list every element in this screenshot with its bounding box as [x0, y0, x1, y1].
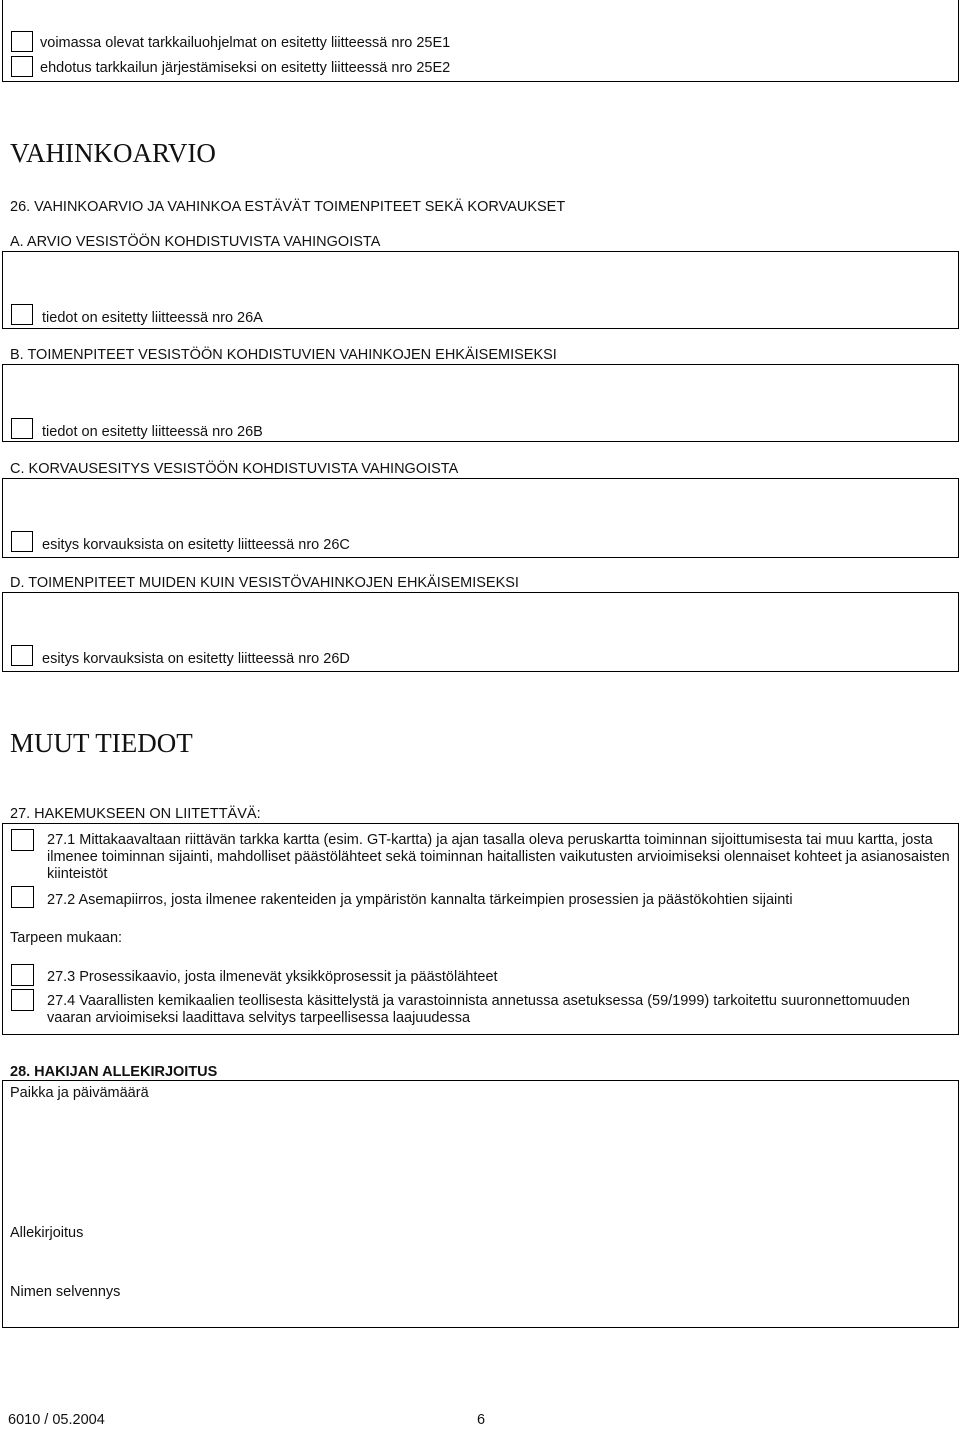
checkbox-26b[interactable]	[11, 418, 33, 439]
checkbox-26a[interactable]	[11, 304, 33, 325]
checkbox-27-1[interactable]	[11, 829, 34, 851]
item-26c-label: esitys korvauksista on esitetty liitteessä nro 26C	[42, 537, 350, 553]
section-26-heading: 26. VAHINKOARVIO JA VAHINKOA ESTÄVÄT TOIMENPITEET SEKÄ KORVAUKSET	[10, 199, 566, 215]
checkbox-25e1[interactable]	[11, 31, 33, 52]
item-27-2-text: 27.2 Asemapiirros, josta ilmenee rakenteiden ja ympäristön kannalta tärkeimpien prosessien ja päästökohtien sijainti	[47, 892, 793, 908]
checkbox-27-3[interactable]	[11, 964, 34, 986]
item-26a-label: tiedot on esitetty liitteessä nro 26A	[42, 310, 263, 326]
signature-label: Allekirjoitus	[10, 1225, 84, 1241]
section-b-heading: B. TOIMENPITEET VESISTÖÖN KOHDISTUVIEN VAHINKOJEN EHKÄISEMISEKSI	[10, 347, 557, 363]
tarpeen-mukaan-label: Tarpeen mukaan:	[10, 930, 123, 946]
checkbox-27-2[interactable]	[11, 886, 34, 908]
checkbox-26d[interactable]	[11, 645, 33, 666]
form-code: 6010 / 05.2004	[8, 1412, 105, 1428]
vahinkoarvio-heading: VAHINKOARVIO	[10, 138, 216, 168]
section-28-heading: 28. HAKIJAN ALLEKIRJOITUS	[10, 1064, 218, 1080]
item-26d-label: esitys korvauksista on esitetty liitteessä nro 26D	[42, 651, 350, 667]
item-27-4-text: 27.4 Vaarallisten kemikaalien teollisesta käsittelystä ja varastoinnista annetussa asetuksessa (59/1999) tarkoitettu suuronnettomuuden vaaran arvioimiseksi laadittava selvitys tarpeellisessa laajuudessa	[47, 993, 910, 1026]
checkbox-25e2[interactable]	[11, 56, 33, 77]
checkbox-26c[interactable]	[11, 531, 33, 552]
section-27-heading: 27. HAKEMUKSEEN ON LIITETTÄVÄ:	[10, 806, 261, 822]
name-clarification-label: Nimen selvennys	[10, 1284, 121, 1300]
place-date-label: Paikka ja päivämäärä	[10, 1085, 149, 1101]
muut-tiedot-heading: MUUT TIEDOT	[10, 728, 193, 758]
item-27-1-text: 27.1 Mittakaavaltaan riittävän tarkka kartta (esim. GT-kartta) ja ajan tasalla oleva peruskartta toiminnan sijoittumisesta tai muu kartta, josta ilmenee toiminnan sijainti, mahdolliset päästölähteet sekä toiminnan haitallisten vaikutusten arvioimiseksi olennaiset kohteet ja asianosaisten kiinteistöt	[47, 832, 950, 882]
item-27-3-text: 27.3 Prosessikaavio, josta ilmenevät yksikköprosessit ja päästölähteet	[47, 969, 498, 985]
section-d-heading: D. TOIMENPITEET MUIDEN KUIN VESISTÖVAHINKOJEN EHKÄISEMISEKSI	[10, 575, 519, 591]
section-c-heading: C. KORVAUSESITYS VESISTÖÖN KOHDISTUVISTA VAHINGOISTA	[10, 461, 459, 477]
checkbox-27-4[interactable]	[11, 989, 34, 1011]
page-number: 6	[477, 1412, 486, 1428]
signature-box	[2, 1080, 959, 1328]
item-26b-label: tiedot on esitetty liitteessä nro 26B	[42, 424, 263, 440]
item-25e2-label: ehdotus tarkkailun järjestämiseksi on esitetty liitteessä nro 25E2	[40, 60, 451, 76]
section-a-heading: A. ARVIO VESISTÖÖN KOHDISTUVISTA VAHINGOISTA	[10, 234, 381, 250]
item-25e1-label: voimassa olevat tarkkailuohjelmat on esitetty liitteessä nro 25E1	[40, 35, 451, 51]
